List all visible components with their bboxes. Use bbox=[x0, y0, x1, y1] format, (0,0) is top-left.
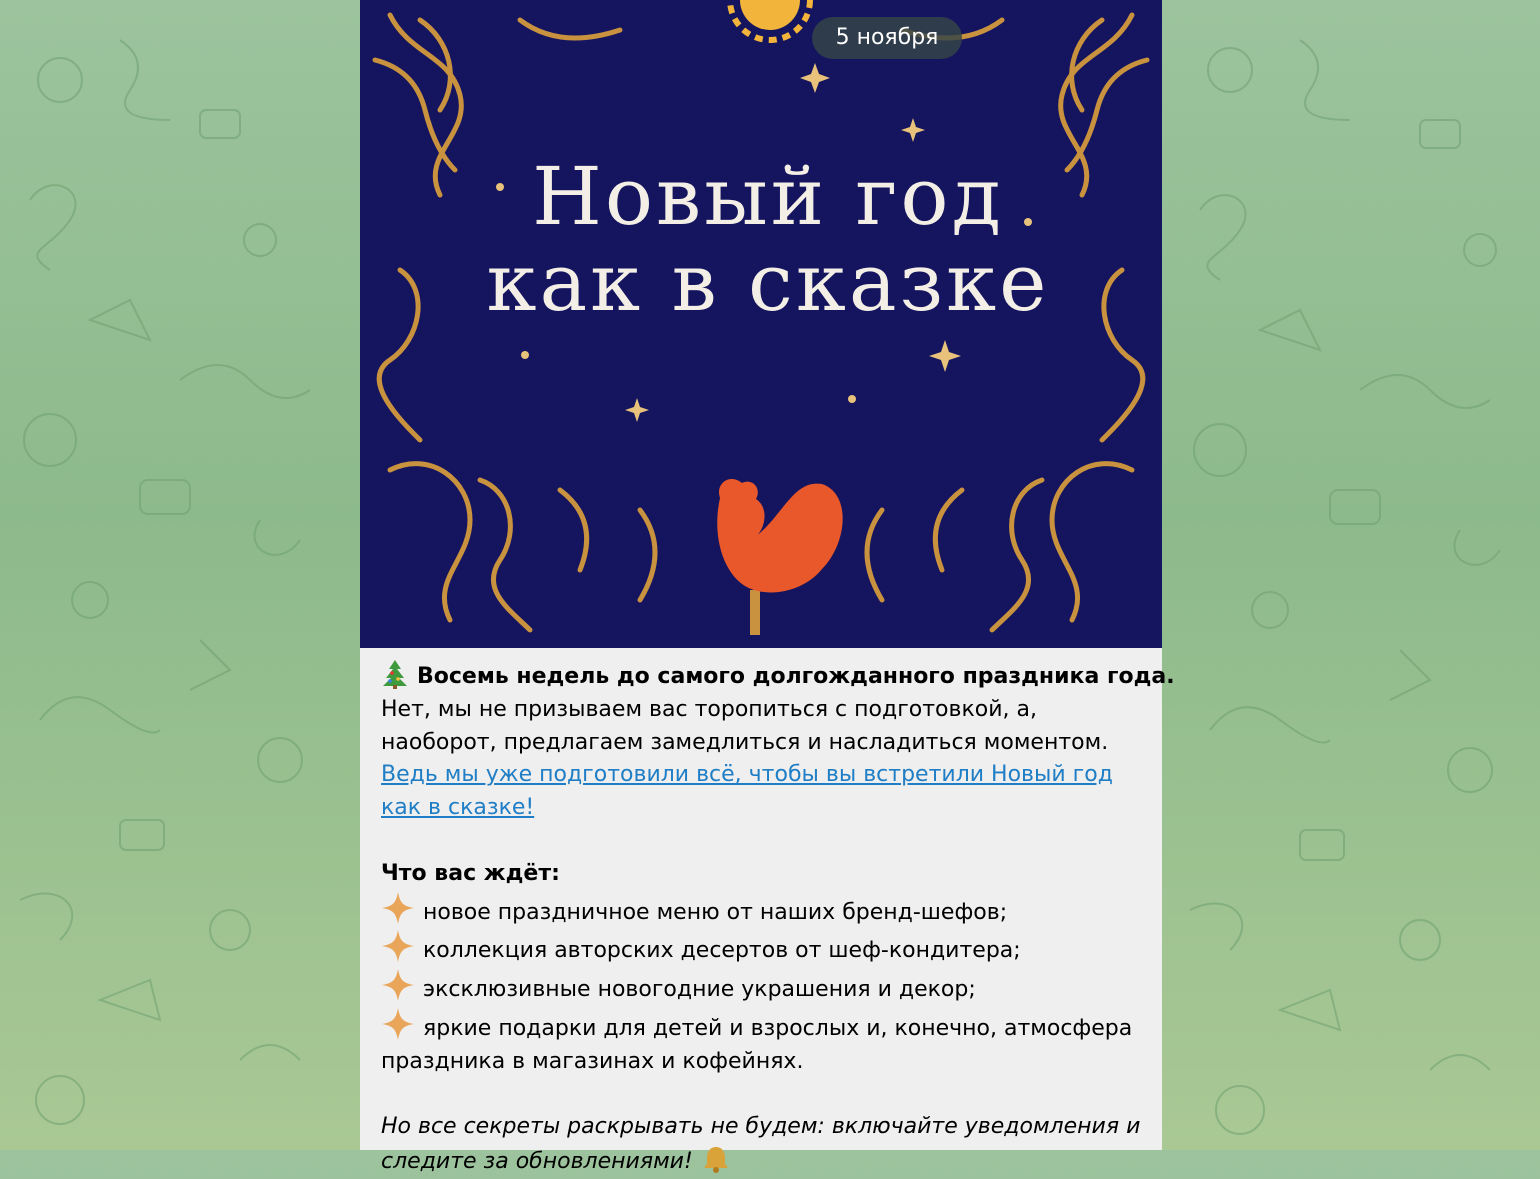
image-title-line2: как в сказке bbox=[486, 236, 1050, 329]
post-link-line-2[interactable]: как в сказке! bbox=[381, 795, 535, 821]
list-item-text: эксклюзивные новогодние украшения и декор; bbox=[423, 977, 976, 1003]
date-badge: 5 ноября bbox=[812, 17, 962, 59]
outro-line-1: Но все секреты раскрывать не будем: включайте уведомления и bbox=[381, 1114, 1141, 1140]
list-title: Что вас ждёт: bbox=[381, 860, 560, 886]
list-item-continuation: праздника в магазинах и кофейнях. bbox=[381, 1048, 804, 1074]
outro-line-2 bbox=[381, 1144, 1151, 1179]
sparkle-icon bbox=[381, 968, 415, 1002]
list-item-text: коллекция авторских десертов от шеф-кондитера; bbox=[423, 938, 1021, 964]
list-item bbox=[381, 929, 1151, 968]
spacer bbox=[381, 1079, 1151, 1112]
image-title-line1: Новый год bbox=[532, 150, 1004, 243]
list-item bbox=[381, 968, 1151, 1007]
intro-line-1: Нет, мы не призываем вас торопиться с подготовкой, а, bbox=[381, 696, 1037, 722]
post-image[interactable] bbox=[360, 0, 1162, 648]
heading-text: Восемь недель до самого долгожданного праздника года. bbox=[417, 664, 1175, 689]
post-link-line-1[interactable]: Ведь мы уже подготовили всё, чтобы вы встретили Новый год bbox=[381, 762, 1113, 788]
sparkle-icon bbox=[381, 1007, 415, 1041]
post-heading bbox=[381, 659, 1175, 694]
list-item bbox=[381, 1007, 1151, 1046]
post-text bbox=[381, 659, 1175, 1179]
bell-icon bbox=[701, 1144, 731, 1174]
list-item-text: новое праздничное меню от наших бренд-шефов; bbox=[423, 899, 1008, 925]
intro-line-2: наоборот, предлагаем замедлиться и насладиться моментом. bbox=[381, 729, 1109, 755]
list-item-text: яркие подарки для детей и взрослых и, конечно, атмосфера bbox=[423, 1015, 1133, 1041]
outro-text: следите за обновлениями! bbox=[381, 1149, 693, 1175]
christmas-tree-icon bbox=[381, 659, 409, 689]
sparkle-icon bbox=[381, 891, 415, 925]
sparkle-icon bbox=[381, 929, 415, 963]
spacer bbox=[381, 825, 1151, 858]
list-item bbox=[381, 891, 1151, 930]
